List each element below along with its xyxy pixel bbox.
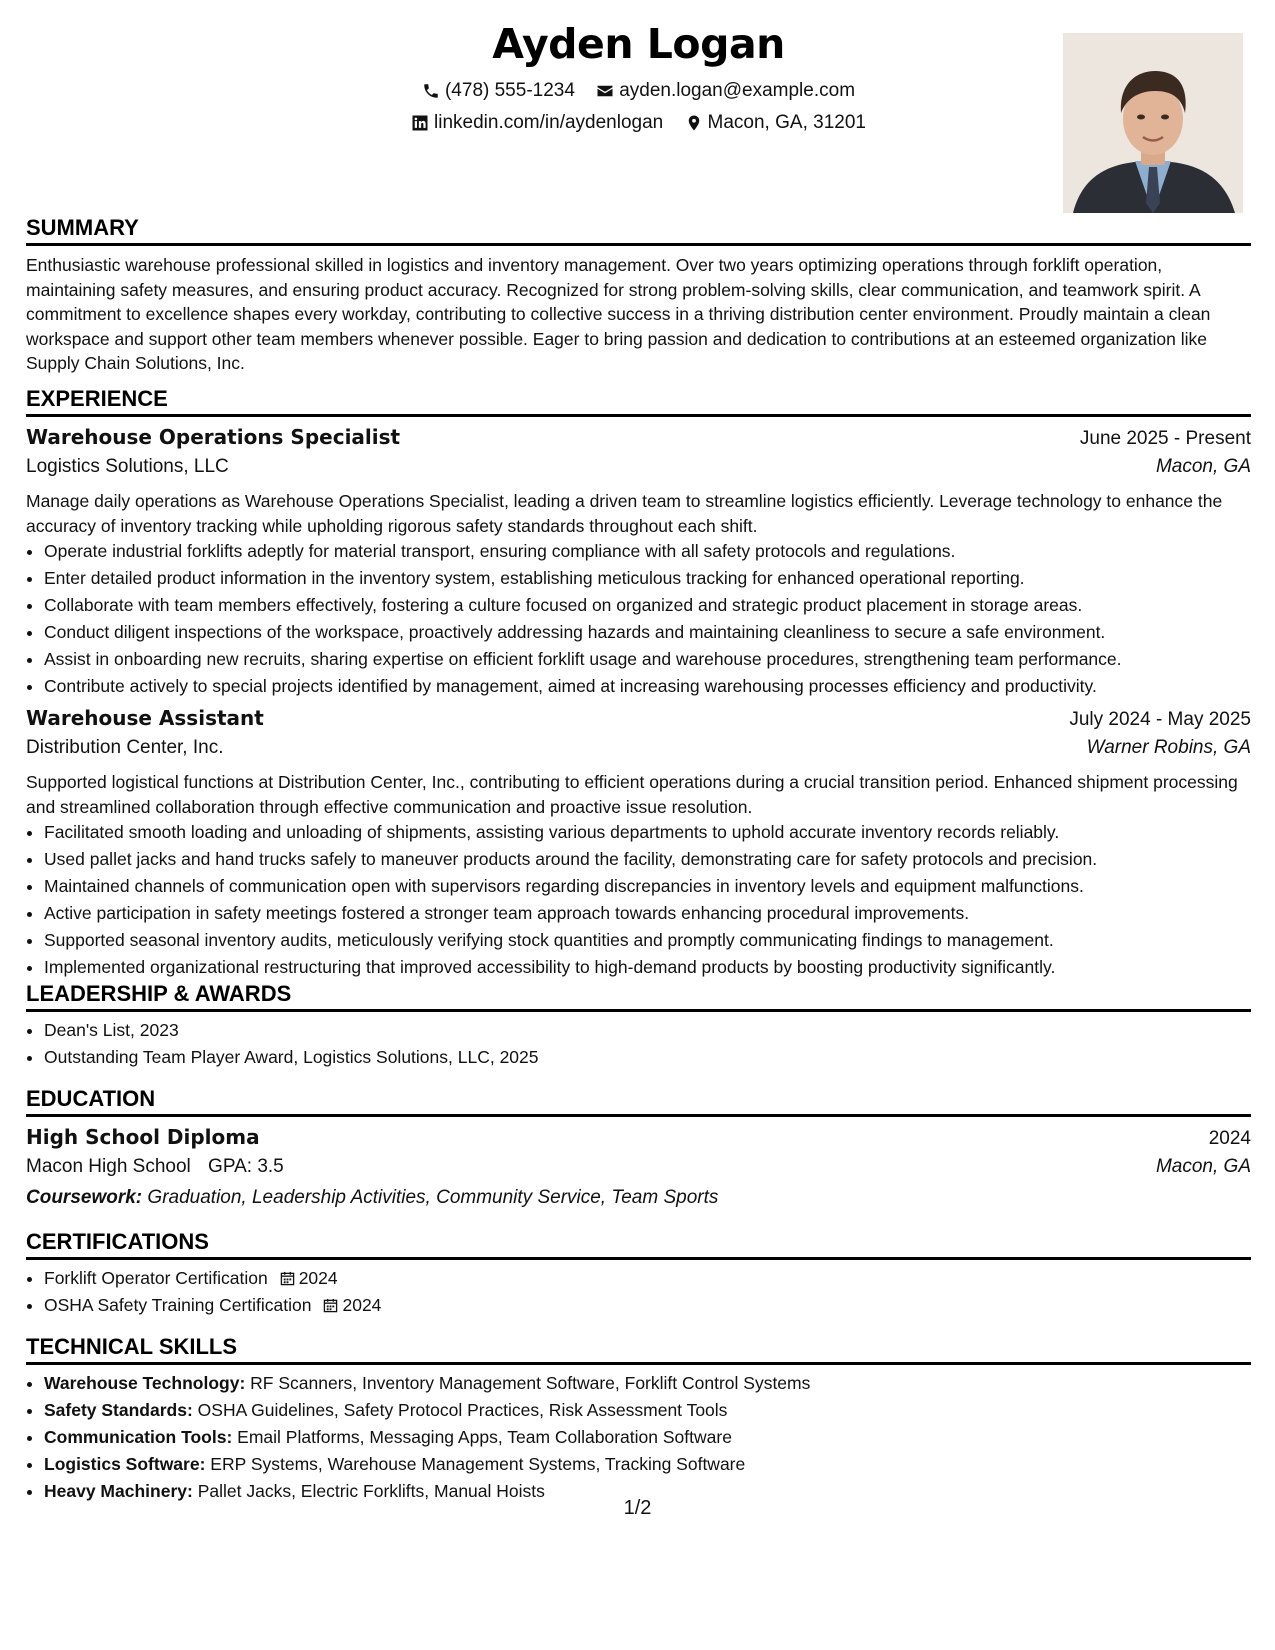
linkedin-text: linkedin.com/in/aydenlogan xyxy=(434,112,664,133)
skill-category: Warehouse Technology: xyxy=(44,1373,246,1393)
job-title: Warehouse Assistant xyxy=(26,706,264,731)
certifications-heading: CERTIFICATIONS xyxy=(26,1228,1251,1260)
education-school: Macon High School xyxy=(26,1156,191,1177)
job-bullet: • Contribute actively to special projects identified by management, aimed at increasing warehousing processes efficiency and productivity. xyxy=(44,673,1251,700)
contact-linkedin[interactable] xyxy=(411,112,663,134)
skill-category: Heavy Machinery: xyxy=(44,1480,193,1501)
skills-heading: TECHNICAL SKILLS xyxy=(26,1333,1251,1365)
calendar-icon xyxy=(280,1271,295,1286)
job-bullet: • Facilitated smooth loading and unloading of shipments, assisting various departments to uphold accurate inventory records reliably. xyxy=(44,819,1251,846)
resume-page xyxy=(26,0,1251,1650)
skill-item xyxy=(44,1397,1251,1424)
education-degree-row xyxy=(26,1125,1251,1156)
certification-item xyxy=(44,1292,1251,1319)
skill-category: Logistics Software: xyxy=(44,1453,206,1474)
coursework-list: Graduation, Leadership Activities, Community Service, Team Sports xyxy=(147,1187,719,1208)
job-company-row xyxy=(26,456,1251,487)
phone-text: (478) 555-1234 xyxy=(444,80,575,101)
certifications-list xyxy=(26,1265,1251,1319)
skill-item xyxy=(44,1451,1251,1478)
certifications-section xyxy=(26,1228,1251,1319)
summary-section xyxy=(26,214,1251,376)
education-year: 2024 xyxy=(1208,1128,1251,1149)
page-number: 1/2 xyxy=(623,1497,652,1519)
resume-header xyxy=(26,0,1251,220)
skill-values: ERP Systems, Warehouse Management Systems, Tracking Software xyxy=(210,1453,746,1474)
job-entry xyxy=(26,425,1251,699)
experience-heading: EXPERIENCE xyxy=(26,385,1251,417)
skills-list xyxy=(26,1370,1251,1505)
education-school-block xyxy=(26,1156,284,1178)
certification-item xyxy=(44,1265,1251,1292)
job-company: Distribution Center, Inc. xyxy=(26,737,224,759)
job-title-row xyxy=(26,425,1251,456)
profile-photo xyxy=(1063,33,1243,213)
linkedin-icon xyxy=(411,114,429,132)
education-school-row xyxy=(26,1156,1251,1187)
education-section xyxy=(26,1085,1251,1209)
job-bullets xyxy=(26,819,1251,980)
job-location: Warner Robins, GA xyxy=(1086,737,1251,759)
coursework-label: Coursework: xyxy=(26,1187,143,1208)
contact-phone xyxy=(422,80,575,102)
job-bullets xyxy=(26,538,1251,699)
job-bullet: • Maintained channels of communication open with supervisors regarding discrepancies in inventory levels and equipment malfunctions. xyxy=(44,873,1251,900)
job-bullet: • Supported seasonal inventory audits, meticulously verifying stock quantities and promptly communicating findings to management. xyxy=(44,927,1251,954)
email-text: ayden.logan@example.com xyxy=(619,80,856,101)
contact-email[interactable] xyxy=(596,80,855,102)
skill-values: Pallet Jacks, Electric Forklifts, Manual Hoists xyxy=(197,1480,545,1501)
map-pin-icon xyxy=(685,114,703,132)
skill-category: Communication Tools: xyxy=(44,1426,233,1447)
leadership-section xyxy=(26,980,1251,1071)
certification-name: OSHA Safety Training Certification xyxy=(44,1294,312,1315)
job-title-row xyxy=(26,706,1251,737)
candidate-name: Ayden Logan xyxy=(492,20,785,68)
certification-year: 2024 xyxy=(342,1294,382,1315)
job-bullet: • Implemented organizational restructuring that improved accessibility to high-demand products by boosting productivity significantly. xyxy=(44,954,1251,981)
skill-values: RF Scanners, Inventory Management Software, Forklift Control Systems xyxy=(250,1373,811,1393)
skill-category: Safety Standards: xyxy=(44,1399,193,1420)
skill-values: Email Platforms, Messaging Apps, Team Collaboration Software xyxy=(237,1426,732,1447)
skill-values: OSHA Guidelines, Safety Protocol Practices, Risk Assessment Tools xyxy=(197,1399,728,1420)
leadership-heading: LEADERSHIP & AWARDS xyxy=(26,980,1251,1012)
contact-location xyxy=(685,112,866,134)
location-text: Macon, GA, 31201 xyxy=(707,112,866,133)
award-item: • Outstanding Team Player Award, Logistics Solutions, LLC, 2025 xyxy=(44,1044,1251,1071)
job-company-row xyxy=(26,737,1251,768)
job-location: Macon, GA xyxy=(1155,456,1251,477)
job-bullet: • Assist in onboarding new recruits, sharing expertise on efficient forklift usage and warehouse procedures, strengthening team performance. xyxy=(44,646,1251,673)
experience-section xyxy=(26,385,1251,981)
job-bullet: • Active participation in safety meetings fostered a stronger team approach towards enhancing procedural improvements. xyxy=(44,900,1251,927)
education-coursework xyxy=(26,1187,1251,1209)
job-description: Manage daily operations as Warehouse Operations Specialist, leading a driven team to streamline logistics efficiently. Leverage technology to enhance the accuracy of inventory tracking while upholding rigorous safety standards throughout each shift. xyxy=(26,491,1223,536)
education-degree: High School Diploma xyxy=(26,1125,260,1149)
skill-item xyxy=(44,1424,1251,1451)
education-gpa: GPA: 3.5 xyxy=(208,1156,284,1177)
award-item: • Dean's List, 2023 xyxy=(44,1017,1251,1044)
job-description: Supported logistical functions at Distribution Center, Inc., contributing to efficient operations during a crucial transition period. Enhanced shipment processing and streamlined collaboration through effective communication and proactive issue resolution. xyxy=(26,772,1238,817)
certification-year: 2024 xyxy=(298,1268,338,1288)
education-location: Macon, GA xyxy=(1155,1156,1251,1177)
education-heading: EDUCATION xyxy=(26,1085,1251,1117)
job-bullet: • Conduct diligent inspections of the workspace, proactively addressing hazards and maintaining cleanliness to secure a safe environment. xyxy=(44,619,1251,646)
job-title: Warehouse Operations Specialist xyxy=(26,425,401,449)
job-dates: July 2024 - May 2025 xyxy=(1069,709,1251,731)
certification-name: Forklift Operator Certification xyxy=(44,1268,268,1288)
phone-icon xyxy=(422,82,440,100)
envelope-icon xyxy=(596,82,614,100)
summary-heading: SUMMARY xyxy=(26,214,1251,246)
job-dates: June 2025 - Present xyxy=(1079,428,1251,449)
job-bullet: • Used pallet jacks and hand trucks safely to maneuver products around the facility, demonstrating care for safety protocols and precision. xyxy=(44,846,1251,873)
job-bullet: • Enter detailed product information in the inventory system, establishing meticulous tracking for enhanced operational reporting. xyxy=(44,565,1251,592)
job-entry xyxy=(26,706,1251,980)
skills-section xyxy=(26,1333,1251,1505)
job-bullet: • Operate industrial forklifts adeptly for material transport, ensuring compliance with all safety protocols and regulations. xyxy=(44,538,1251,565)
skill-item xyxy=(44,1370,1251,1397)
leadership-list xyxy=(26,1017,1251,1071)
calendar-icon xyxy=(323,1298,338,1313)
summary-text: Enthusiastic warehouse professional skilled in logistics and inventory management. Over two years optimizing operations through forklift operation, maintaining safety measures, and ensuring product accuracy. Recognized for strong problem-solving skills, clear communication, and teamwork spirit. A commitment to excellence shapes every workday, contributing to collective success in a thriving distribution center environment. Proudly maintain a clean workspace and support other team members whenever possible. Eager to bring passion and dedication to contributions at an esteemed organization like Supply Chain Solutions, Inc. xyxy=(26,255,1211,373)
job-bullet: • Collaborate with team members effectively, fostering a culture focused on organized and strategic product placement in storage areas. xyxy=(44,592,1251,619)
job-company: Logistics Solutions, LLC xyxy=(26,456,229,477)
